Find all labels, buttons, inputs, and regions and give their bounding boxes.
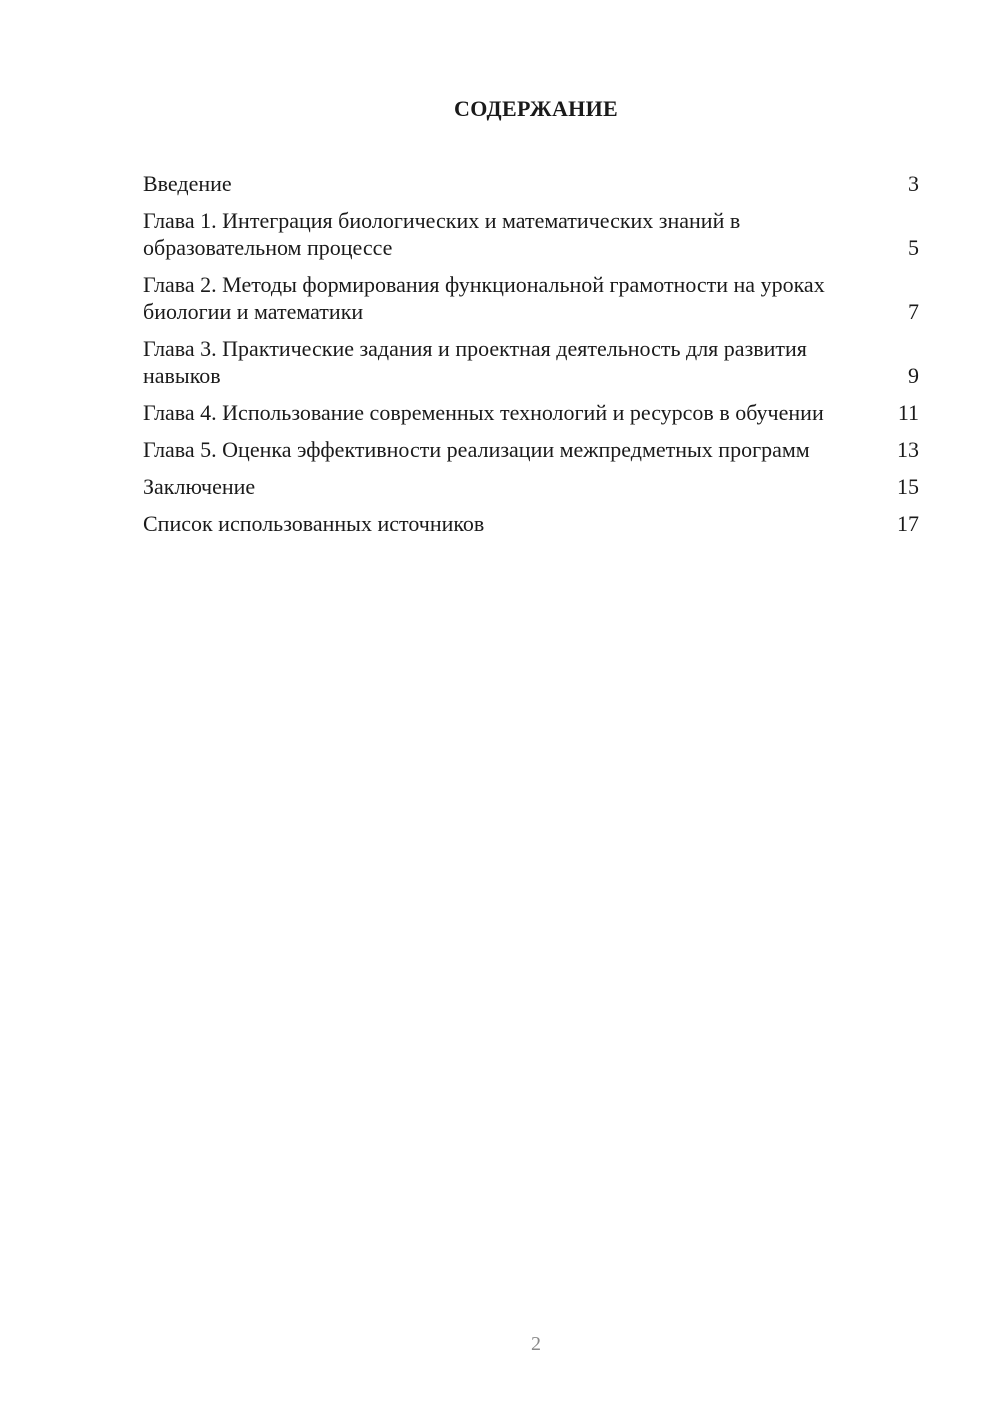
- toc-entry-chapter-4: [143, 399, 919, 426]
- toc-entry-conclusion: [143, 473, 919, 500]
- toc-entry-text: Список использованных источников: [143, 511, 485, 536]
- toc-entry-text: Глава 5. Оценка эффективности реализации межпредметных программ: [143, 437, 810, 462]
- toc-entry-page: 7: [908, 299, 919, 324]
- toc-entry-page: 13: [897, 437, 919, 462]
- toc-entry-page: 5: [908, 235, 919, 260]
- toc-entry-text: Глава 1. Интеграция биологических и математических знаний в образовательном процессе: [143, 208, 741, 260]
- toc-entry-text: Глава 4. Использование современных технологий и ресурсов в обучении: [143, 400, 824, 425]
- toc-entry-page: 17: [897, 511, 919, 536]
- toc-entry-references: [143, 510, 919, 537]
- toc-entry-chapter-3: [143, 335, 919, 389]
- toc-entry-chapter-2: [143, 271, 919, 325]
- toc-entry-text: Введение: [143, 171, 232, 196]
- toc-list: [143, 170, 919, 547]
- toc-entry-page: 3: [908, 171, 919, 196]
- toc-title: СОДЕРЖАНИЕ: [454, 96, 618, 121]
- toc-entry-chapter-1: [143, 207, 919, 261]
- toc-entry-text: Заключение: [143, 474, 256, 499]
- toc-entry-page: 9: [908, 363, 919, 388]
- toc-entry-chapter-5: [143, 436, 919, 463]
- toc-entry-introduction: [143, 170, 919, 197]
- page-number: 2: [531, 1333, 541, 1355]
- toc-entry-page: 15: [897, 474, 919, 499]
- toc-entry-text: Глава 2. Методы формирования функциональной грамотности на уроках биологии и математики: [143, 272, 825, 324]
- toc-entry-text: Глава 3. Практические задания и проектная деятельность для развития навыков: [143, 336, 807, 388]
- toc-entry-page: 11: [897, 400, 919, 425]
